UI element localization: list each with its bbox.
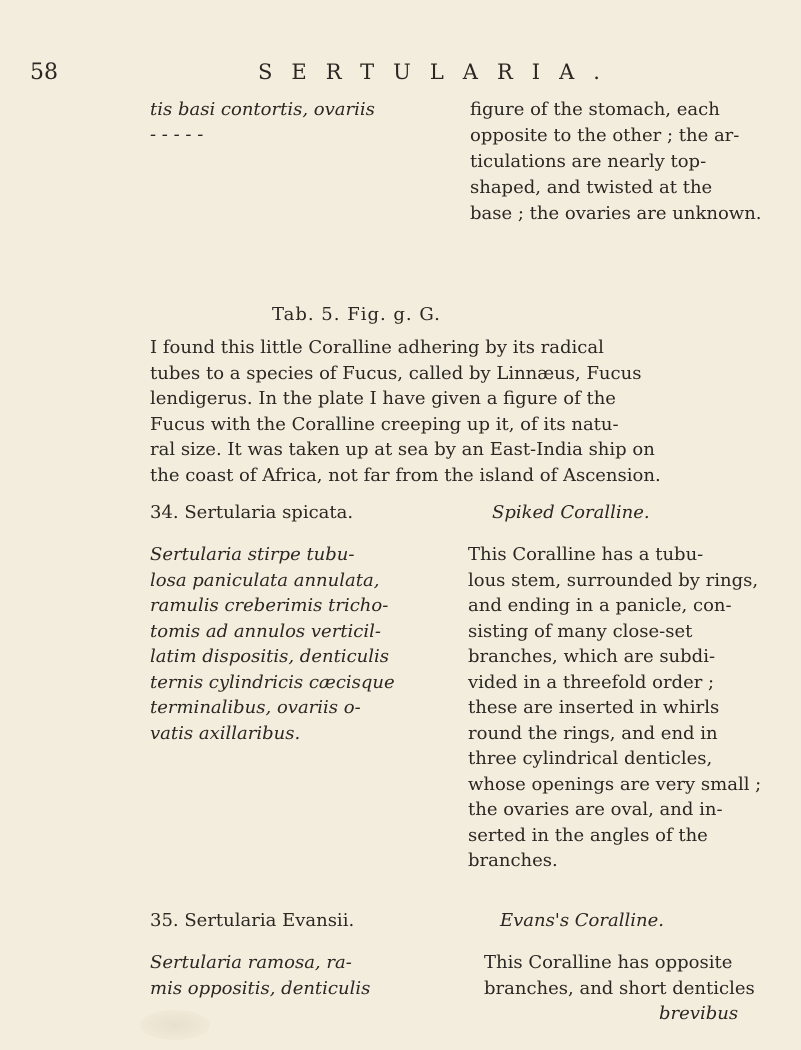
english-line: round the rings, and end in [468, 722, 718, 744]
latin-line: ramulis creberimis tricho- [150, 595, 389, 616]
latin-description-35 [150, 950, 450, 1001]
english-line: whose openings are very small ; [468, 773, 762, 795]
common-name-heading-34: Spiked Coralline. [492, 502, 650, 523]
latin-line: losa paniculata annulata, [150, 569, 380, 591]
english-line: figure of the stomach, each [470, 99, 720, 120]
paragraph-line: tubes to a species of Fucus, called by Linnæus, Fucus [150, 362, 642, 384]
english-line: branches. [468, 850, 558, 871]
paragraph-line: ral size. It was taken up at sea by an East-India ship on [150, 439, 655, 460]
latin-line: terminalibus, ovariis o- [150, 697, 361, 718]
english-line: opposite to the other ; the ar- [470, 125, 740, 146]
paragraph-line: lendigerus. In the plate I have given a figure of the [150, 388, 616, 409]
english-description-34 [468, 542, 778, 874]
common-name-heading-35: Evans's Coralline. [500, 910, 664, 931]
english-line: and ending in a panicle, con- [468, 595, 732, 616]
page-number: 58 [30, 60, 58, 85]
english-line: sisting of many close-set [468, 620, 693, 642]
english-line: branches, which are subdi- [468, 646, 716, 667]
latin-line: latim dispositis, denticulis [150, 646, 389, 667]
english-description-35 [484, 950, 794, 1027]
species-heading-34: 34. Sertularia spicata. [150, 502, 354, 523]
running-title: SERTULARIA. [258, 60, 619, 84]
latin-line: ternis cylindricis cæcisque [150, 671, 395, 693]
english-line: serted in the angles of the [468, 824, 708, 846]
english-line: brevibus [659, 1003, 739, 1024]
english-line: vided in a threefold order ; [468, 671, 715, 693]
latin-line: Sertularia ramosa, ra- [150, 952, 352, 973]
latin-line: Sertularia stirpe tubu- [150, 544, 355, 565]
english-line: the ovaries are oval, and in- [468, 799, 723, 820]
plate-reference: Tab. 5. Fig. g. G. [272, 304, 441, 325]
english-line: lous stem, surrounded by rings, [468, 569, 759, 591]
latin-dash-line: - - - - - [150, 124, 204, 145]
description-paragraph [150, 335, 710, 488]
english-line: these are inserted in whirls [468, 697, 720, 718]
paragraph-line: Fucus with the Coralline creeping up it, of its natu- [150, 413, 619, 435]
latin-line: tomis ad annulos verticil- [150, 620, 381, 642]
top-english-continuation [470, 97, 780, 227]
species-heading-35: 35. Sertularia Evansii. [150, 910, 355, 931]
top-latin-continuation [150, 97, 450, 147]
english-line: This Coralline has opposite [484, 952, 733, 973]
english-line: three cylindrical denticles, [468, 748, 713, 769]
paragraph-line: I found this little Coralline adhering by its radical [150, 337, 604, 358]
english-line: ticulations are nearly top- [470, 151, 707, 172]
english-line: base ; the ovaries are unknown. [470, 203, 762, 224]
latin-line: mis oppositis, denticulis [150, 977, 371, 999]
english-line: shaped, and twisted at the [470, 177, 713, 198]
paper-stain [140, 1010, 210, 1040]
english-line: This Coralline has a tubu- [468, 544, 704, 565]
latin-line: tis basi contortis, ovariis [150, 99, 375, 120]
paragraph-line: the coast of Africa, not far from the island of Ascension. [150, 464, 661, 486]
english-line: branches, and short denticles [484, 977, 755, 999]
latin-line: vatis axillaribus. [150, 722, 301, 744]
latin-description-34 [150, 542, 450, 746]
